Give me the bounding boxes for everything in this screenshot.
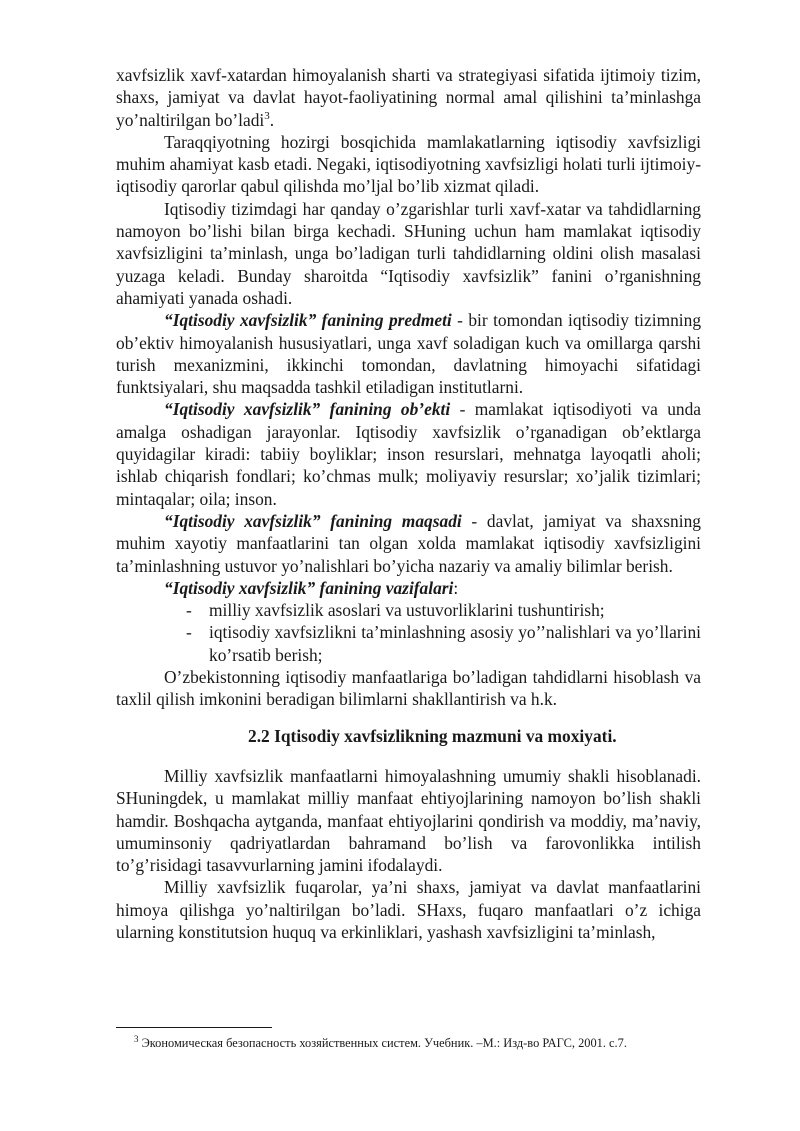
paragraph-development-stage: Taraqqiyotning hozirgi bosqichida mamlakatlarning iqtisodiy xavfsizligi muhim ahamiyat kasb etadi. Negaki, iqtisodiyotning xavfsizligi holati turli ijtimoiy-iqtisodiy qarorlar qabul qilishda mo’ljal bo’lib xizmat qiladi. <box>116 131 701 197</box>
paragraph-system-changes: Iqtisodiy tizimdagi har qanday o’zgarishlar turli xavf-xatar va tahdidlarning namoyon bo’lishi bilan birga kechadi. SHuning uchun ham mamlakat iqtisodiy xavfsizligini ta’minlash, unga bo’ladigan turli tahdidlarning oldini olish masalasi yuzaga keladi. Bunday sharoitda “Iqtisodiy xavfsizlik” fanini o’rganishning ahamiyati yanada oshadi. <box>116 198 701 308</box>
document-page <box>116 64 701 943</box>
list-dash: - <box>186 600 192 621</box>
definition-subject: - bir tomondan iqtisodiy tizimning ob’ektiv himoyalanish hususiyatlari, unga xavf soladigan kuch va omillarga qarshi turish mexanizmini, ikkinchi tomondan, davlatning himoyachi sifatidagi funktsiyalari, shu maqsadda tashkil etiladigan institutlarni. <box>116 310 702 398</box>
paragraph-text-end: . <box>269 109 275 130</box>
term-tasks: “Iqtisodiy xavfsizlik” fanining vazifalari <box>164 577 454 598</box>
list-item-text: iqtisodiy xavfsizlikni ta’minlashning asosiy yo’’nalishlari va yo’llarini ko’rsatib berish; <box>209 622 701 665</box>
footnote-text: Экономическая безопасность хозяйственных систем. Учебник. –М.: Изд-во РАГС, 2001. с.7. <box>138 1036 627 1050</box>
definition-goal: - davlat, jamiyat va shaxsning muhim xayotiy manfaatlarini tan olgan xolda mamlakat iqtisodiy xavfsizligini ta’minlashning ustuvor yo’nalishlari bo’yicha nazariy va amaliy bilimlar berish. <box>116 510 701 576</box>
term-subject: “Iqtisodiy xavfsizlik” fanining predmeti <box>164 310 452 331</box>
list-dash: - <box>186 622 192 643</box>
paragraph-tasks-heading <box>116 577 701 599</box>
paragraph-national-security: Milliy xavfsizlik manfaatlarni himoyalashning umumiy shakli hisoblanadi. SHuningdek, u mamlakat milliy manfaat ehtiyojlarining namoyon bo’lish shakli hamdir. Boshqacha aytganda, manfaat ehtiyojlarini qondirish va moddiy, ma’naviy, umuminsoniy qadriyatlardan bahramand bo’lish va farovonlikka intilish to’g’risidagi tasavvurlarning jamini ifodalaydi. <box>116 765 701 876</box>
section-heading: 2.2 Iqtisodiy xavfsizlikning mazmuni va moxiyati. <box>248 725 617 746</box>
tasks-colon: : <box>453 577 459 598</box>
paragraph-object-definition <box>116 398 701 509</box>
list-item-text: milliy xavfsizlik asoslari va ustuvorliklarini tushuntirish; <box>209 600 605 621</box>
paragraph-intro-continued <box>116 64 701 131</box>
term-object: “Iqtisodiy xavfsizlik” fanining ob’ekti <box>164 399 451 420</box>
footnote-reference[interactable]: 3 <box>264 109 270 122</box>
definition-object: - mamlakat iqtisodiyoti va unda amalga oshadigan jarayonlar. Iqtisodiy xavfsizlik o’rganadigan ob’ektlarga quyidagilar kiradi: tabiiy boyliklar; inson resurslari, mehnatga layoqatli aholi; ishlab chiqarish fondlari; ko’chmas mulk; moliyaviy resurslar; xo’jalik tizimlari; mintaqalar; oila; inson. <box>116 399 702 509</box>
tasks-list <box>116 599 701 666</box>
footnote <box>134 1033 714 1051</box>
term-goal: “Iqtisodiy xavfsizlik” fanining maqsadi <box>164 510 462 531</box>
paragraph-uzbekistan-interests: O’zbekistonning iqtisodiy manfaatlariga bo’ladigan tahdidlarni hisoblash va taxlil qilish imkonini beradigan bilimlarni shakllantirish va h.k. <box>116 667 701 710</box>
list-item <box>116 599 701 621</box>
paragraph-text: xavfsizlik xavf-xatardan himoyalanish sharti va strategiyasi sifatida ijtimoiy tizim, shaxs, jamiyat va davlat hayot-faoliyatining normal amal qilishini ta’minlashga yo’naltirilgan bo’ladi <box>116 65 701 130</box>
list-item <box>116 621 701 666</box>
footnote-separator <box>116 1027 272 1028</box>
paragraph-goal-definition <box>116 510 701 577</box>
paragraph-subject-definition <box>116 309 701 398</box>
paragraph-citizens-interests: Milliy xavfsizlik fuqarolar, ya’ni shaxs, jamiyat va davlat manfaatlarini himoya qilishga yo’naltirilgan bo’ladi. SHaxs, fuqaro manfaatlari o’z ichiga ularning konstitutsion huquq va erkinliklari, yashash xavfsizligini ta’minlash, <box>116 877 701 942</box>
footnote-number: 3 <box>134 1033 139 1044</box>
